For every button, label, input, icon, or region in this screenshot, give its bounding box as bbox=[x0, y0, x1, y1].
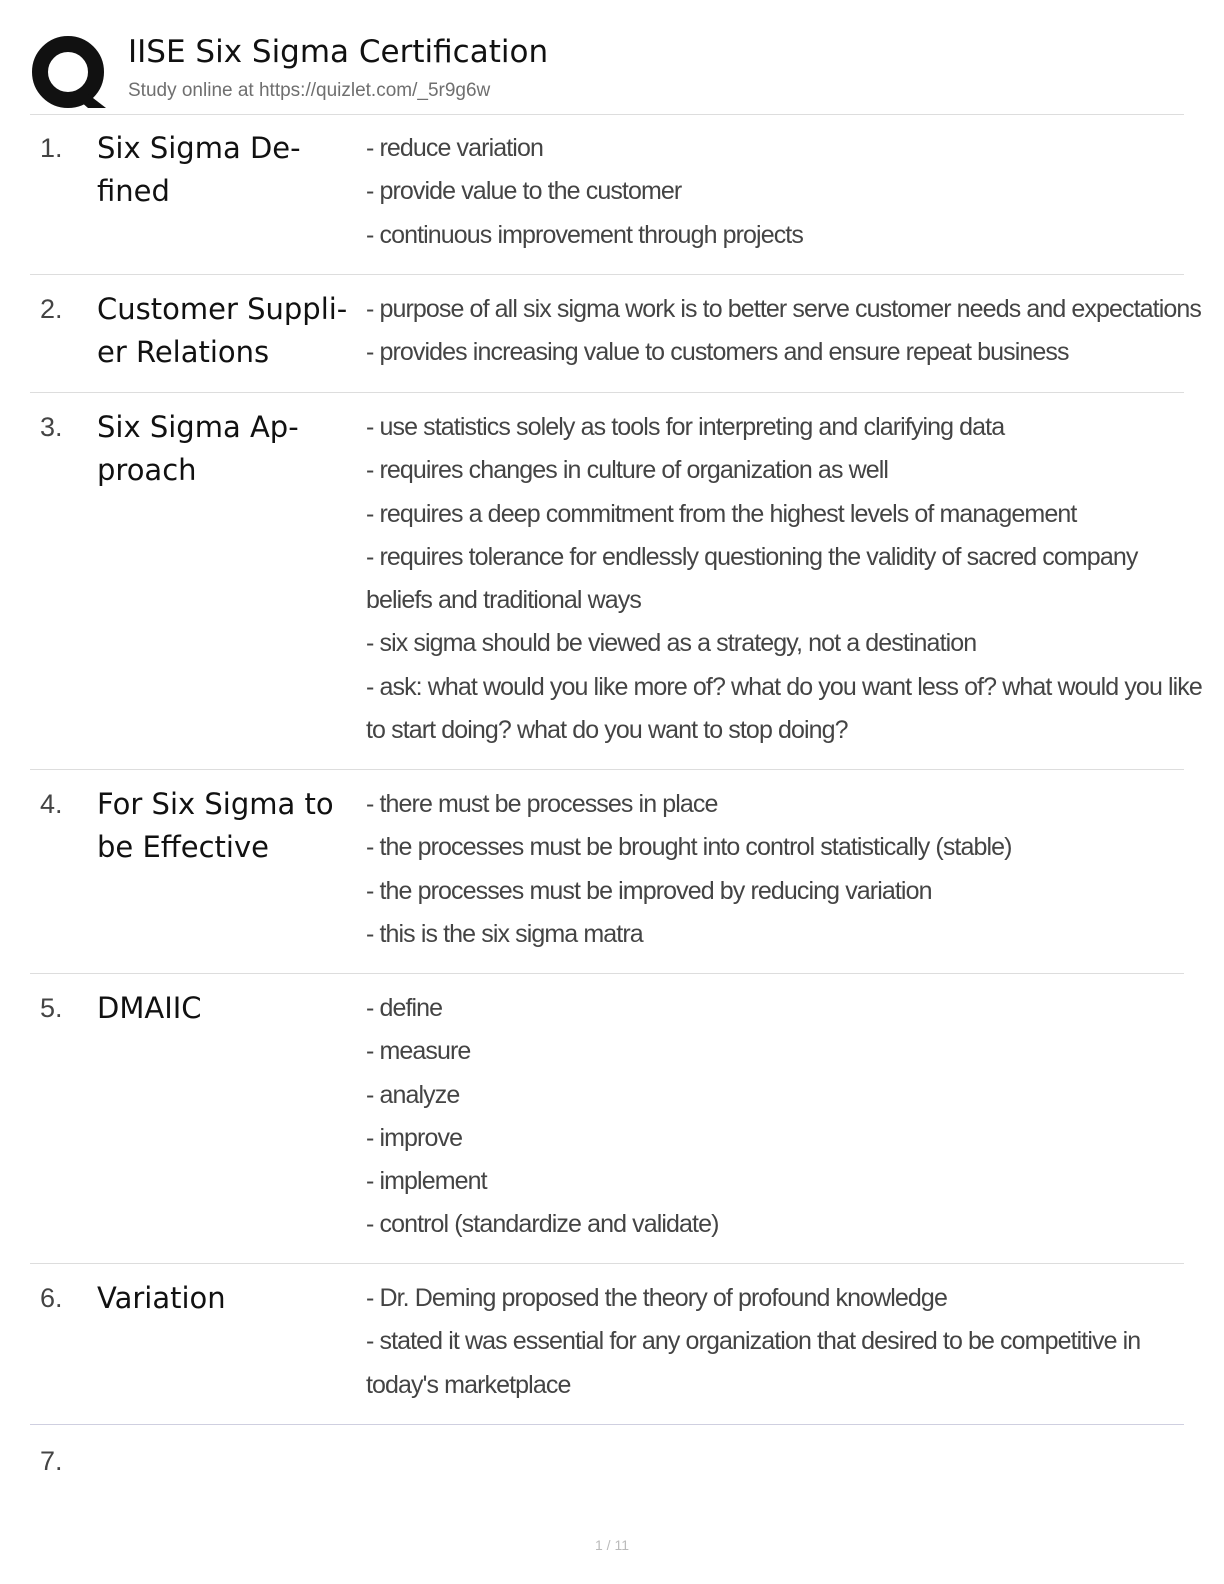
card-definition bbox=[366, 783, 1184, 956]
term-line: er Relations bbox=[97, 335, 270, 369]
page-number: 1 / 11 bbox=[595, 1537, 629, 1553]
term-line: fined bbox=[97, 174, 170, 208]
term-line: Six Sigma De- bbox=[97, 131, 301, 165]
card-number: 7. bbox=[40, 1446, 63, 1476]
definition-line: - the processes must be brought into control statistically (stable) bbox=[366, 833, 1012, 862]
definition-line: - use statistics solely as tools for interpreting and clarifying data bbox=[366, 413, 1005, 441]
definition-line: - analyze bbox=[366, 1080, 460, 1109]
term-line: For Six Sigma to bbox=[97, 787, 334, 821]
definition-line: to start doing? what do you want to stop doing? bbox=[366, 716, 848, 745]
definition-line: today's marketplace bbox=[366, 1370, 571, 1399]
document-header bbox=[30, 30, 1184, 114]
definition-line: - improve bbox=[366, 1123, 463, 1152]
definition-line: - requires a deep commitment from the highest levels of management bbox=[366, 499, 1077, 528]
definition-line: - six sigma should be viewed as a strategy, not a destination bbox=[366, 629, 977, 658]
card-term bbox=[97, 783, 362, 869]
definition-line: - Dr. Deming proposed the theory of profound knowledge bbox=[366, 1284, 947, 1312]
definition-line: - control (standardize and validate) bbox=[366, 1210, 719, 1239]
term-line: Six Sigma Ap- bbox=[97, 410, 299, 444]
study-online-link[interactable]: Study online at https://quizlet.com/_5r9g6w bbox=[128, 80, 491, 101]
definition-line: - continuous improvement through projects bbox=[366, 220, 803, 249]
card-definition bbox=[366, 288, 1201, 375]
term-line: Customer Suppli- bbox=[97, 292, 348, 326]
card-definition bbox=[366, 987, 1184, 1247]
divider bbox=[30, 973, 1184, 974]
definition-line: - provides increasing value to customers and ensure repeat business bbox=[366, 338, 1069, 367]
term-line: proach bbox=[97, 453, 197, 487]
definition-line: - the processes must be improved by reducing variation bbox=[366, 876, 932, 905]
term-line: be Effective bbox=[97, 830, 269, 864]
card-term bbox=[97, 1277, 362, 1320]
definition-line: - ask: what would you like more of? what do you want less of? what would you like bbox=[366, 672, 1202, 701]
definition-line: - implement bbox=[366, 1167, 487, 1196]
card-term bbox=[97, 987, 362, 1030]
definition-line: - define bbox=[366, 994, 443, 1022]
definition-line: - reduce variation bbox=[366, 134, 543, 162]
divider bbox=[30, 1263, 1184, 1264]
term-line: DMAIIC bbox=[97, 991, 202, 1025]
divider bbox=[30, 114, 1184, 115]
term-line: Variation bbox=[97, 1281, 226, 1315]
definition-line: - purpose of all six sigma work is to better serve customer needs and expectations bbox=[366, 295, 1201, 323]
card-number: 5. bbox=[40, 993, 63, 1023]
definition-line: - provide value to the customer bbox=[366, 177, 682, 206]
divider bbox=[30, 274, 1184, 275]
card-term bbox=[97, 406, 362, 492]
card-definition bbox=[366, 406, 1202, 752]
card-number: 6. bbox=[40, 1283, 63, 1313]
definition-line: - requires tolerance for endlessly questioning the validity of sacred company bbox=[366, 542, 1138, 571]
card-number: 4. bbox=[40, 789, 63, 819]
document-title: IISE Six Sigma Certification bbox=[128, 34, 549, 70]
card-term bbox=[97, 288, 362, 374]
definition-line: - stated it was essential for any organization that desired to be competitive in bbox=[366, 1327, 1141, 1356]
definition-line: beliefs and traditional ways bbox=[366, 586, 641, 615]
card-number: 1. bbox=[40, 133, 63, 163]
card-number: 2. bbox=[40, 294, 63, 324]
definition-line: - requires changes in culture of organization as well bbox=[366, 456, 889, 485]
definition-line: - there must be processes in place bbox=[366, 790, 718, 818]
quizlet-q-logo-icon bbox=[30, 32, 110, 112]
card-definition bbox=[366, 127, 1184, 257]
divider bbox=[30, 769, 1184, 770]
definition-line: - this is the six sigma matra bbox=[366, 919, 643, 948]
definition-line: - measure bbox=[366, 1037, 471, 1066]
card-number: 3. bbox=[40, 412, 63, 442]
divider bbox=[30, 392, 1184, 393]
card-term bbox=[97, 127, 362, 213]
card-definition bbox=[366, 1277, 1184, 1407]
divider bbox=[30, 1424, 1184, 1425]
